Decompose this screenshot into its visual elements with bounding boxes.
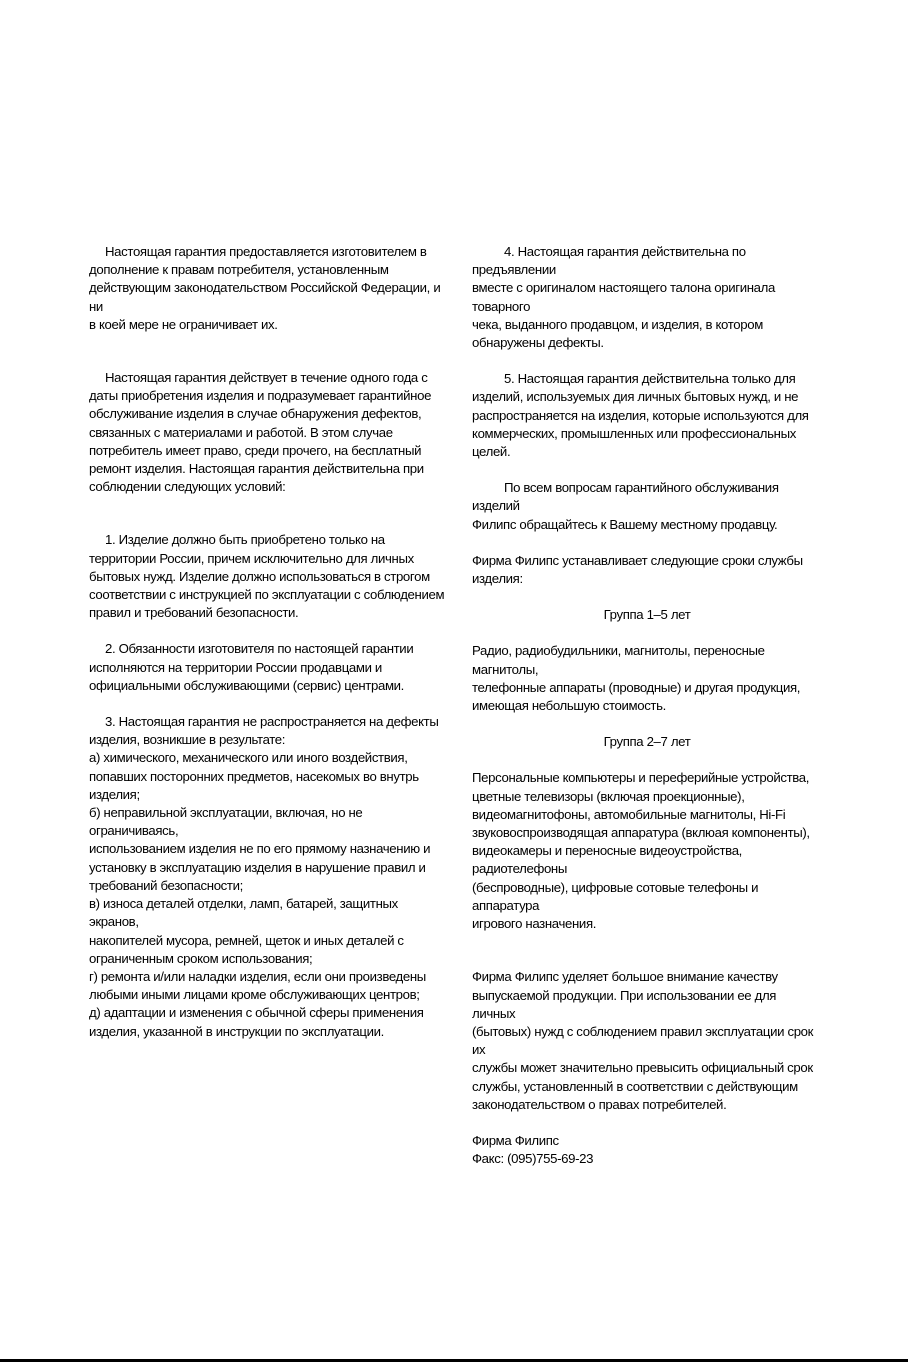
condition-5-paragraph: 5. Настоящая гарантия действительна только для изделий, используемых дия личных бытовых нужд, и не распространяется на изделия, которые используются для коммерческих, промышленных или профессиональных целей. xyxy=(472,371,809,460)
condition-2-paragraph: 2. Обязанности изготовителя по настоящей гарантии исполняются на территории России продавцами и официальными обслуживающими (сервис) центрами. xyxy=(89,641,414,693)
condition-4-paragraph: 4. Настоящая гарантия действительна по предъявлении вместе с оригиналом настоящего талона оригинала товарного чека, выданного продавцом, и изделия, в котором обнаружены дефекты. xyxy=(472,244,775,351)
condition-3c-item: в) износа деталей отделки, ламп, батарей, защитных экранов, накопителей мусора, ремней, щеток и иных деталей с ограниченным сроком использования; xyxy=(89,896,404,966)
warranty-term-paragraph: Настоящая гарантия действует в течение одного года с даты приобретения изделия и подразумевает гарантийное обслуживание изделия в случае обнаружения дефектов, связанных с материалами и работой. В этом случае потребитель имеет право, среди прочего, на бесплатный ремонт изделия. Настоящая гарантия действительна при соблюдении следующих условий: xyxy=(89,370,432,495)
quality-note-paragraph: Фирма Филипс уделяет большое внимание качеству выпускаемой продукции. При использовании ее для личных (бытовых) нужд с соблюдением правил эксплуатации срок их службы может значительно превысить официальный срок службы, установленный в соответствии с действующим законодательством о правах потребителей. xyxy=(472,969,814,1112)
company-name: Фирма Филипс xyxy=(472,1132,559,1148)
condition-3d-item: г) ремонта и/или наладки изделия, если они произведены любыми иными лицами кроме обслуживающих центров; xyxy=(89,968,426,1003)
right-column xyxy=(472,243,822,1168)
group-2-title: Группа 2–7 лет xyxy=(603,734,691,750)
condition-3a-item: а) химического, механического или иного воздействия, попавших посторонних предметов, насекомых во внутрь изделия; xyxy=(89,750,419,802)
service-life-intro: Фирма Филипс устанавливает следующие сроки службы изделия: xyxy=(472,552,803,587)
group-2-description: Персональные компьютеры и переферийные устройства, цветные телевизоры (включая проекционные), видеомагнитофоны, автомобильные магнитолы, Hi-Fi звуковоспроизводящая аппаратура (вклюая компоненты), видеокамеры и переносные видеоустройства, радиотелефоны (беспроводные), цифровые сотовые телефоны и аппаратура игрового назначения. xyxy=(472,770,810,932)
group-1-description: Радио, радиобудильники, магнитолы, переносные магнитолы, телефонные аппараты (проводные) и другая продукция, имеющая небольшую стоимость. xyxy=(472,643,801,714)
fax-number: Факс: (095)755-69-23 xyxy=(472,1151,594,1167)
left-column xyxy=(89,243,445,1041)
condition-1-paragraph: 1. Изделие должно быть приобретено только на территории России, причем исключительно для личных бытовых нужд. Изделие должно использоваться в строгом соответствии с инструкцией по эксплуатации с соблюдением правил и требований безопасности. xyxy=(89,532,445,621)
condition-3e-item: д) адаптации и изменения с обычной сферы применения изделия, указанной в инструкции по эксплуатации. xyxy=(89,1005,424,1039)
warranty-intro-paragraph: Настоящая гарантия предоставляется изготовителем в дополнение к правам потребителя, установленным действующим законодательством Российской Федерации, и ни в коей мере не ограничивает их. xyxy=(89,244,441,332)
contact-note-paragraph: По всем вопросам гарантийного обслуживания изделий Филипс обращайтесь к Вашему местному продавцу. xyxy=(472,480,779,532)
condition-3-heading: 3. Настоящая гарантия не распространяется на дефекты изделия, возникшие в результате: xyxy=(89,714,439,748)
group-1-title: Группа 1–5 лет xyxy=(603,607,691,623)
condition-3b-item: б) неправильной эксплуатации, включая, но не ограничиваясь, использованием изделия не по его прямому назначению и установку в эксплуатацию изделия в нарушение правил и требований безопасности; xyxy=(89,805,431,893)
